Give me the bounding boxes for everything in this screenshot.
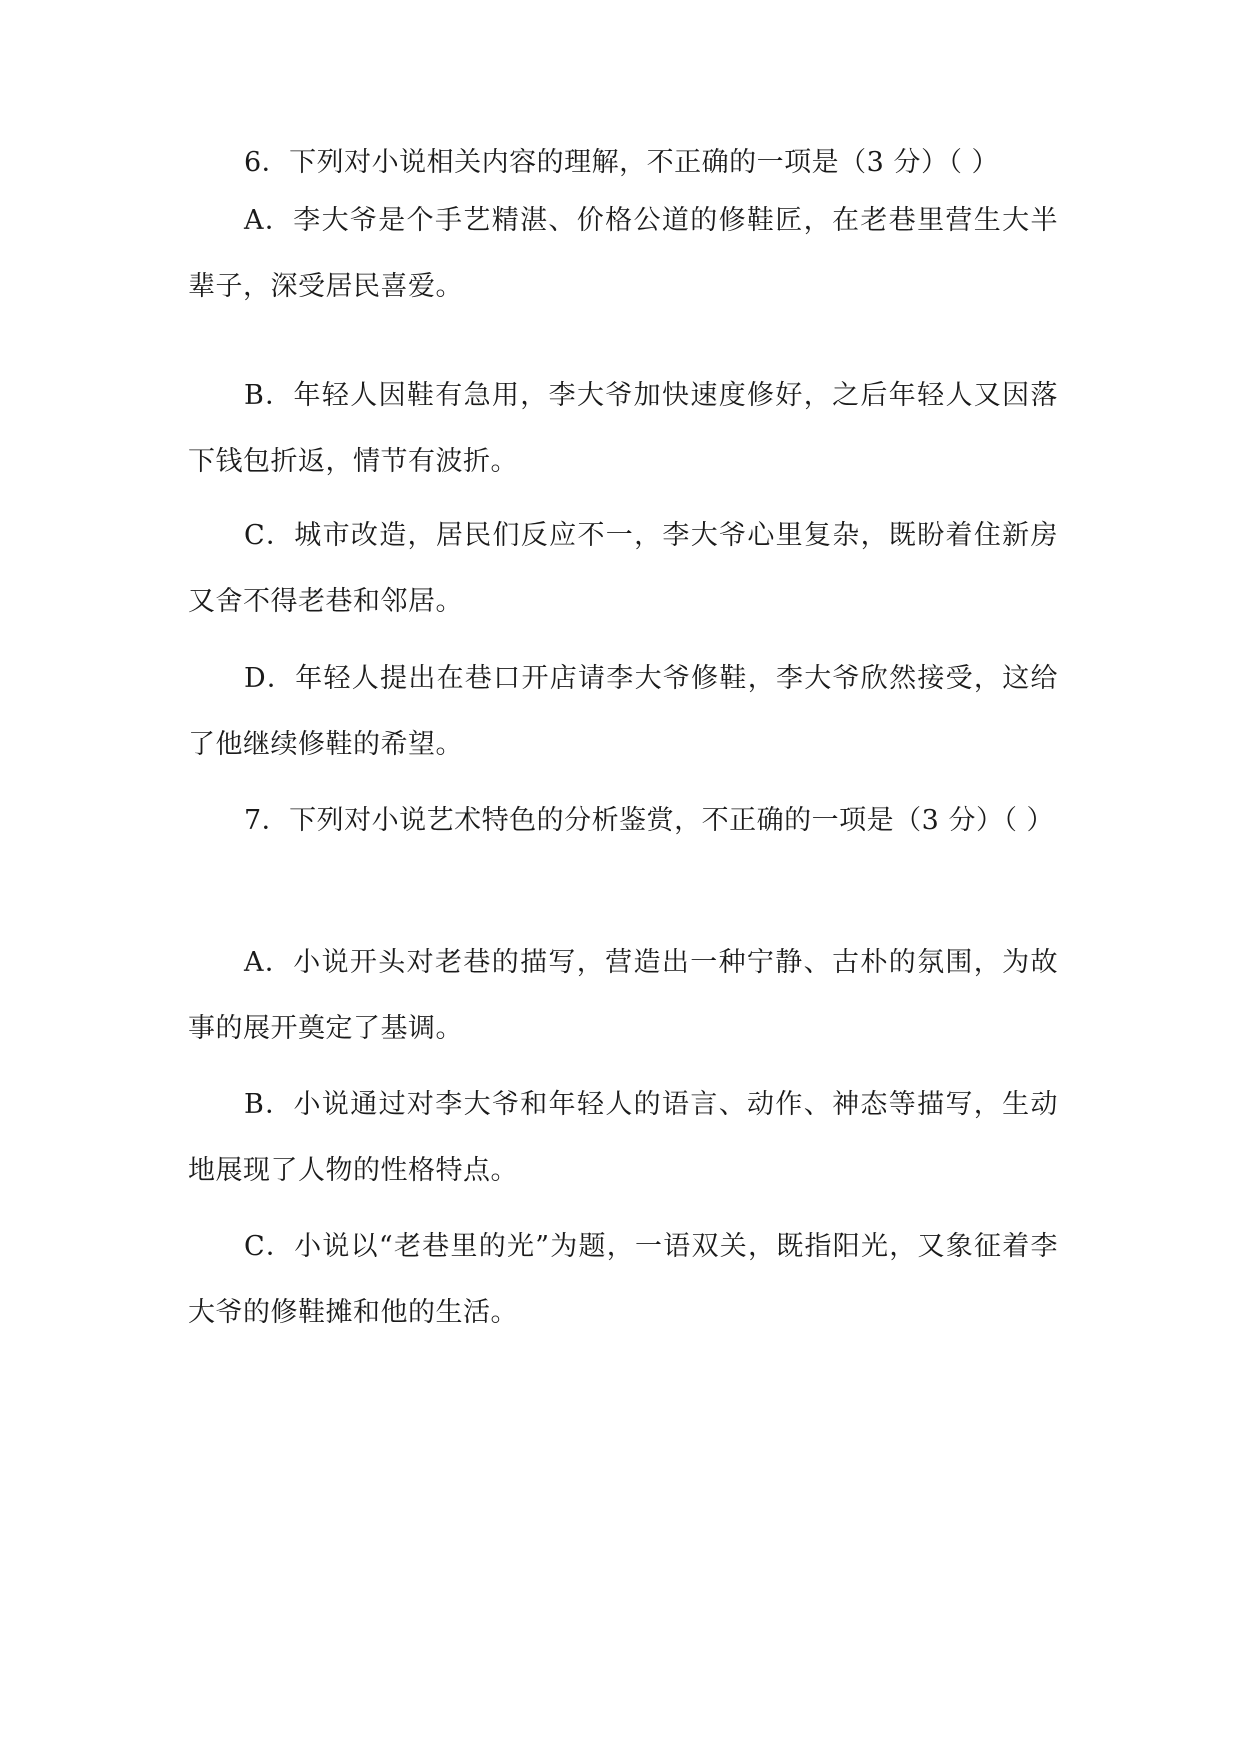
- question-7-option-a: A．小说开头对老巷的描写，营造出一种宁静、古朴的氛围，为故事的展开奠定了基调。: [188, 947, 1058, 1044]
- question-7-option-c: C．小说以“老巷里的光”为题，一语双关，既指阳光，又象征着李大爷的修鞋摊和他的生活。: [188, 1231, 1058, 1328]
- question-6-stem: 6．下列对小说相关内容的理解，不正确的一项是（3 分）（ ）: [244, 147, 1000, 178]
- question-6-option-c: C．城市改造，居民们反应不一，李大爷心里复杂，既盼着住新房又舍不得老巷和邻居。: [188, 520, 1058, 617]
- question-7-stem: 7．下列对小说艺术特色的分析鉴赏，不正确的一项是（3 分）（ ）: [244, 805, 1055, 836]
- question-6-option-a: A．李大爷是个手艺精湛、价格公道的修鞋匠，在老巷里营生大半辈子，深受居民喜爱。: [188, 205, 1058, 302]
- question-6-option-b: B．年轻人因鞋有急用，李大爷加快速度修好，之后年轻人又因落下钱包折返，情节有波折。: [188, 380, 1058, 477]
- question-7-option-b: B．小说通过对李大爷和年轻人的语言、动作、神态等描写，生动地展现了人物的性格特点。: [188, 1089, 1058, 1186]
- question-6-option-d: D．年轻人提出在巷口开店请李大爷修鞋，李大爷欣然接受，这给了他继续修鞋的希望。: [188, 663, 1058, 760]
